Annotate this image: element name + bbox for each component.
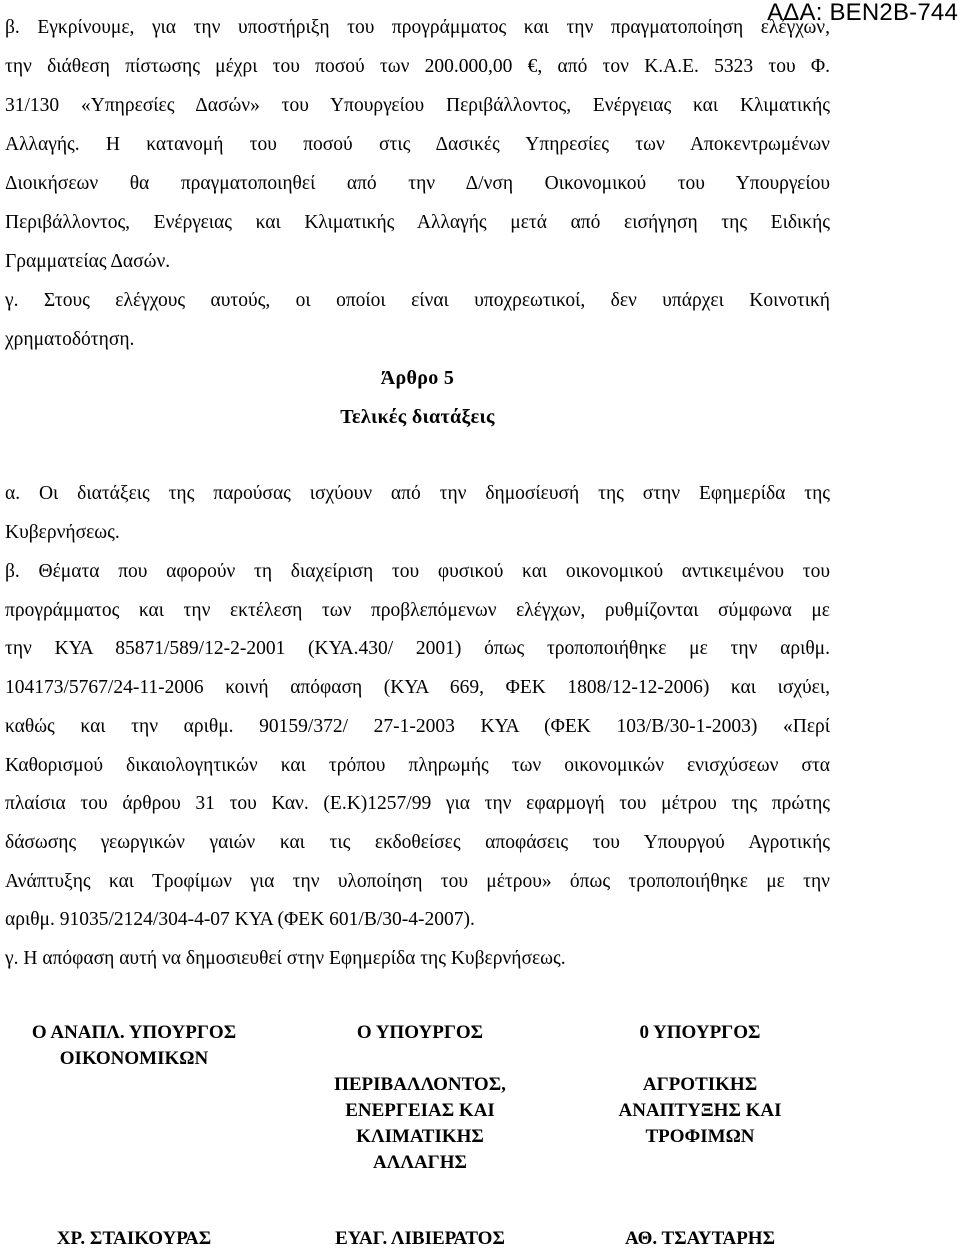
- text-line: Διοικήσεων θα πραγματοποιηθεί από την Δ/νση Οικονομικού του Υπουργείου: [5, 173, 830, 194]
- text-line: 31/130 «Υπηρεσίες Δασών» του Υπουργείου Περιβάλλοντος, Ενέργειας και Κλιματικής: [5, 95, 830, 116]
- text-line: β. Εγκρίνουμε, για την υποστήριξη του προγράμματος και την πραγματοποίηση ελέγχων,: [5, 17, 830, 38]
- document-ada-code: ΑΔΑ: ΒΕΝ2Β-744: [767, 0, 958, 26]
- text-line: β. Θέματα που αφορούν τη διαχείριση του φυσικού και οικονομικού αντικειμένου του: [5, 561, 830, 582]
- signatory-agriculture: [580, 1020, 820, 1150]
- signatory-role-line: ΑΛΛΑΓΗΣ: [373, 1152, 467, 1173]
- signatory-role-line: Ο ΥΠΟΥΡΓΟΣ: [356, 1022, 484, 1043]
- text-line: Καθορισμού δικαιολογητικών και τρόπου πληρωμής των οικονομικών ενισχύσεων στα: [5, 755, 830, 776]
- signatory-role-line: Ο ΑΝΑΠΛ. ΥΠΟΥΡΓΟΣ: [31, 1022, 237, 1043]
- signatory-role-line: ΑΝΑΠΤΥΞΗΣ ΚΑΙ: [618, 1100, 782, 1121]
- signatory-role-line: [290, 1046, 550, 1072]
- signatory-agriculture-name: ΑΘ. ΤΣΑΥΤΑΡΗΣ: [624, 1228, 775, 1249]
- text-line: Κυβερνήσεως.: [5, 522, 120, 543]
- text-line: Ανάπτυξης και Τροφίμων για την υλοποίηση του μέτρου» όπως τροποποιήθηκε με την: [5, 871, 830, 892]
- text-line: δάσωσης γεωργικών γαιών και τις εκδοθείσες αποφάσεις του Υπουργού Αγροτικής: [5, 832, 830, 853]
- paragraph-g-publication: γ. Η απόφαση αυτή να δημοσιευθεί στην Εφημερίδα της Κυβερνήσεως.: [5, 948, 566, 969]
- signatory-role-line: [580, 1046, 820, 1072]
- text-line: Γραμματείας Δασών.: [5, 251, 171, 272]
- text-line: α. Οι διατάξεις της παρούσας ισχύουν από την δημοσίευσή της στην Εφημερίδα της: [5, 483, 830, 504]
- text-line: 104173/5767/24-11-2006 κοινή απόφαση (ΚΥΑ 669, ΦΕΚ 1808/12-12-2006) και ισχύει,: [5, 677, 830, 698]
- text-line: προγράμματος και την εκτέλεση των προβλεπόμενων ελέγχων, ρυθμίζονται σύμφωνα με: [5, 600, 830, 621]
- text-line: την ΚΥΑ 85871/589/12-2-2001 (ΚΥΑ.430/ 2001) όπως τροποποιήθηκε με την αριθμ.: [5, 638, 830, 659]
- text-line: αριθμ. 91035/2124/304-4-07 ΚΥΑ (ΦΕΚ 601/Β/30-4-2007).: [5, 909, 475, 930]
- signatory-role-line: ΟΙΚΟΝΟΜΙΚΩΝ: [59, 1048, 209, 1069]
- signatory-role-line: ΚΛΙΜΑΤΙΚΗΣ: [356, 1126, 484, 1147]
- article-number-heading: Άρθρο 5: [380, 367, 455, 389]
- signatory-environment-name: ΕΥΑΓ. ΛΙΒΙΕΡΑΤΟΣ: [335, 1228, 505, 1249]
- text-line: γ. Στους ελέγχους αυτούς, οι οποίοι είναι υποχρεωτικοί, δεν υπάρχει Κοινοτική: [5, 290, 830, 311]
- article-title-heading: Τελικές διατάξεις: [340, 406, 495, 428]
- text-line: την διάθεση πίστωσης μέχρι του ποσού των 200.000,00 €, από τον Κ.Α.Ε. 5323 του Φ.: [5, 56, 830, 77]
- text-line: πλαίσια του άρθρου 31 του Καν. (Ε.Κ)1257/99 για την εφαρμογή του μέτρου της πρώτης: [5, 793, 830, 814]
- text-line: χρηματοδότηση.: [5, 329, 135, 350]
- signatory-finance-name: ΧΡ. ΣΤΑΙΚΟΥΡΑΣ: [56, 1228, 212, 1249]
- signatory-role-line: 0 ΥΠΟΥΡΓΟΣ: [639, 1022, 761, 1043]
- text-line: Περιβάλλοντος, Ενέργειας και Κλιματικής Αλλαγής μετά από εισήγηση της Ειδικής: [5, 212, 830, 233]
- signatory-role-line: ΤΡΟΦΙΜΩΝ: [645, 1126, 755, 1147]
- signatory-role-line: ΕΝΕΡΓΕΙΑΣ ΚΑΙ: [345, 1100, 495, 1121]
- text-line: καθώς και την αριθμ. 90159/372/ 27-1-2003 ΚΥΑ (ΦΕΚ 103/Β/30-1-2003) «Περί: [5, 716, 830, 737]
- text-line: Αλλαγής. Η κατανομή του ποσού στις Δασικές Υπηρεσίες των Αποκεντρωμένων: [5, 134, 830, 155]
- signatory-role-line: ΠΕΡΙΒΑΛΛΟΝΤΟΣ,: [334, 1074, 506, 1095]
- signatory-role-line: ΑΓΡΟΤΙΚΗΣ: [642, 1074, 758, 1095]
- signatory-finance: [0, 1020, 268, 1072]
- signatory-environment: [290, 1020, 550, 1176]
